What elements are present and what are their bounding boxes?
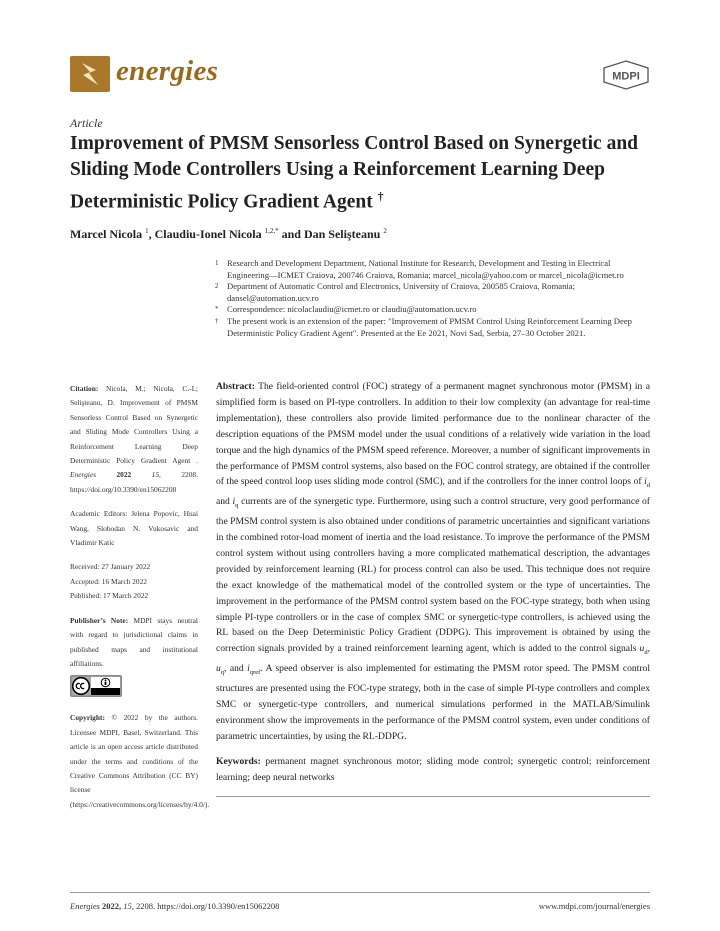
affiliations <box>215 258 635 339</box>
publisher-note-text: MDPI stays neutral with regard to jurisdictional claims in published maps and institutional affiliations. <box>70 615 198 668</box>
abstract-text: . A speed observer is also implemented for estimating the PMSM rotor speed. The PMSM control structures are presented using the FOC-type strategy, both in the case of simple PI-type controllers and complex SMC or synergetic-type controllers, and numerical simulations performed in the MATLAB/Simulink environment show the improvements in the performance of the PMSM control system, even under conditions of parametric uncertainties, by using the RL-DDPG. <box>216 663 650 742</box>
affiliation-mark: † <box>215 316 219 325</box>
math-sub: d <box>646 482 650 490</box>
article-type: Article <box>70 116 103 130</box>
keywords-text: permanent magnet synchronous motor; sliding mode control; synergetic control; reinforcement learning; deep neural networks <box>216 756 650 783</box>
journal-name: energies <box>116 55 219 87</box>
keywords-label: Keywords: <box>216 756 261 767</box>
footer-doi[interactable]: 2208. https://doi.org/10.3390/en15062208 <box>136 901 280 911</box>
abstract-text: , <box>647 643 650 655</box>
publisher-note <box>70 614 198 672</box>
received-date: Received: 27 January 2022 <box>70 562 151 572</box>
abstract-text: , and <box>224 663 244 675</box>
publisher-name: MDPI <box>612 70 640 83</box>
abstract <box>216 379 650 745</box>
math-var: i <box>644 476 647 488</box>
abstract-text: and <box>216 496 230 508</box>
affiliation-mark: * <box>215 305 219 314</box>
affiliation-text: Correspondence: nicolaclaudiu@icmet.ro or claudiu@automation.ucv.ro <box>227 304 477 315</box>
math-sub: q <box>235 502 239 510</box>
title-mark: † <box>377 189 384 203</box>
author-conjunction: and <box>281 227 301 241</box>
copyright-label: Copyright: <box>70 713 105 723</box>
author-sup: 1,2,* <box>264 227 279 235</box>
math-var: i <box>232 496 236 508</box>
citation-year: 2022 <box>116 470 132 480</box>
affiliation-mark: 1 <box>215 259 219 267</box>
citation <box>70 382 198 497</box>
footer-divider <box>70 892 650 893</box>
author-sup: 2 <box>383 227 387 235</box>
footer-citation <box>70 901 279 911</box>
affiliation-text: The present work is an extension of the paper: "Improvement of PMSM Control Using Reinforcement Learning Deep Deterministic Policy Gradient Agent". Presented at the Ee 2021, Novi Sad, Serbia, 27–30 October 2021. <box>227 315 632 338</box>
affiliation-text: Research and Development Department, National Institute for Research, Development and Testing in Electrical Engineering—ICMET Craiova, 200746 Craiova, Romania; marcel_nicola@yahoo.com or marcel_nicola@icmet.ro <box>227 258 624 280</box>
journal-logo-icon <box>70 56 110 92</box>
citation-journal: Energies <box>70 470 96 480</box>
published-date: Published: 17 March 2022 <box>70 591 149 601</box>
sidebar <box>70 382 210 812</box>
footer-journal: Energies <box>70 901 100 911</box>
abstract-label: Abstract: <box>216 381 255 392</box>
affiliation <box>215 281 635 304</box>
math-sub: qref <box>249 669 261 677</box>
citation-label: Citation: <box>70 384 99 393</box>
author-name: Claudiu-Ionel Nicola <box>154 227 262 241</box>
footer-url[interactable]: www.mdpi.com/journal/energies <box>538 901 650 911</box>
author-name: Marcel Nicola <box>70 227 143 241</box>
abstract-text: The field-oriented control (FOC) strategy of a permanent magnet synchronous motor (PMSM) in a simplified form is based on PI-type controllers. In addition to their low complexity (an advantage for real-time implementation), these controllers also provide limited performance due to the nonlinear character of the description equations of the PMSM model under the usual conditions of a relatively wide variation in the load torque and the high dynamics of the PMSM speed reference. Moreover, a number of significant improvements in the performance of PMSM control systems, also based on the FOC control strategy, are obtained if the controller of the speed control loop uses sliding mode control (SMC), and if the controllers for the inner control loops of <box>216 381 650 488</box>
divider <box>216 796 650 797</box>
author-list: Marcel Nicola $^1$, Claudiu-Ionel Nicola $^{1,2,*}$ and Dan Selişteanu $^2$ <box>70 227 387 241</box>
affiliation-text: Department of Automatic Control and Electronics, University of Craiova, 200585 Craiova, Romania; dansel@automation.ucv.ro <box>227 281 575 303</box>
keywords <box>216 754 650 786</box>
academic-editors: Academic Editors: Jelena Popovic, Huai Wang, Slobodan N. Vukosavic and Vladimir Katic <box>70 509 198 548</box>
copyright <box>70 711 210 812</box>
math-sub: q <box>220 669 225 677</box>
copyright-text: © 2022 by the authors. Licensee MDPI, Basel, Switzerland. This article is an open access article distributed under the terms and conditions of the Creative Commons Attribution (CC BY) license (https://creativecommons.org/licenses/by/4.0/). <box>70 713 210 809</box>
math-sub: d <box>644 649 648 657</box>
math-var: i <box>247 663 250 675</box>
publisher-note-label: Publisher’s Note: <box>70 615 129 625</box>
citation-text: Nicola, M.; Nicola, C.-I.; Selişteanu, D. Improvement of PMSM Sensorless Control Based on Synergetic and Sliding Mode Controllers Using a Reinforcement Learning Deep Deterministic Policy Gradient Agent . <box>70 384 198 466</box>
citation-volume: 15, <box>151 470 161 480</box>
math-var: u <box>216 663 221 675</box>
author-sup: 1 <box>145 227 149 235</box>
author-name: Dan Selişteanu <box>303 227 381 241</box>
correspondence <box>215 304 635 316</box>
footer-year: 2022, <box>102 901 122 911</box>
affiliation <box>215 258 635 281</box>
mdpi-logo-icon <box>601 60 651 90</box>
accepted-date: Accepted: 16 March 2022 <box>70 576 147 586</box>
citation-doi[interactable]: 2208. https://doi.org/10.3390/en15062208 <box>70 470 198 494</box>
math-var: u <box>639 643 645 655</box>
footer-volume: 15, <box>123 901 134 911</box>
extension-note <box>215 316 635 339</box>
abstract-text: currents are of the synergetic type. Furthermore, using such a control structure, very good performance of the PMSM control system is also obtained under conditions of parametric uncertainties and significant variations in the combined rotor-load moment of inertia and the load resistance. To improve the performance of the PMSM control system without using controllers having a more complicated mathematical description, the advantages provided by reinforcement learning (RL) for process control can also be used. This technique does not require the exact knowledge of the mathematical model of the controlled system or the type of uncertainties. The improvement in the performance of the PMSM control system based on the FOC-type strategy, both when using simple PI-type controllers or in the case of complex SMC or synergetic-type controllers, is achieved using the RL based on the Deep Deterministic Policy Gradient (DDPG). This improvement is obtained by using the correction signals provided by a trained reinforcement learning agent, which is added to the control signals <box>216 496 650 655</box>
cc-by-license-icon[interactable] <box>70 675 122 697</box>
title-text: Improvement of PMSM Sensorless Control Based on Synergetic and Sliding Mode Controllers Using a Reinforcement Learning Deep Deterministic Policy Gradient Agent <box>70 133 639 213</box>
article-title <box>70 131 670 216</box>
affiliation-mark: 2 <box>215 282 219 291</box>
